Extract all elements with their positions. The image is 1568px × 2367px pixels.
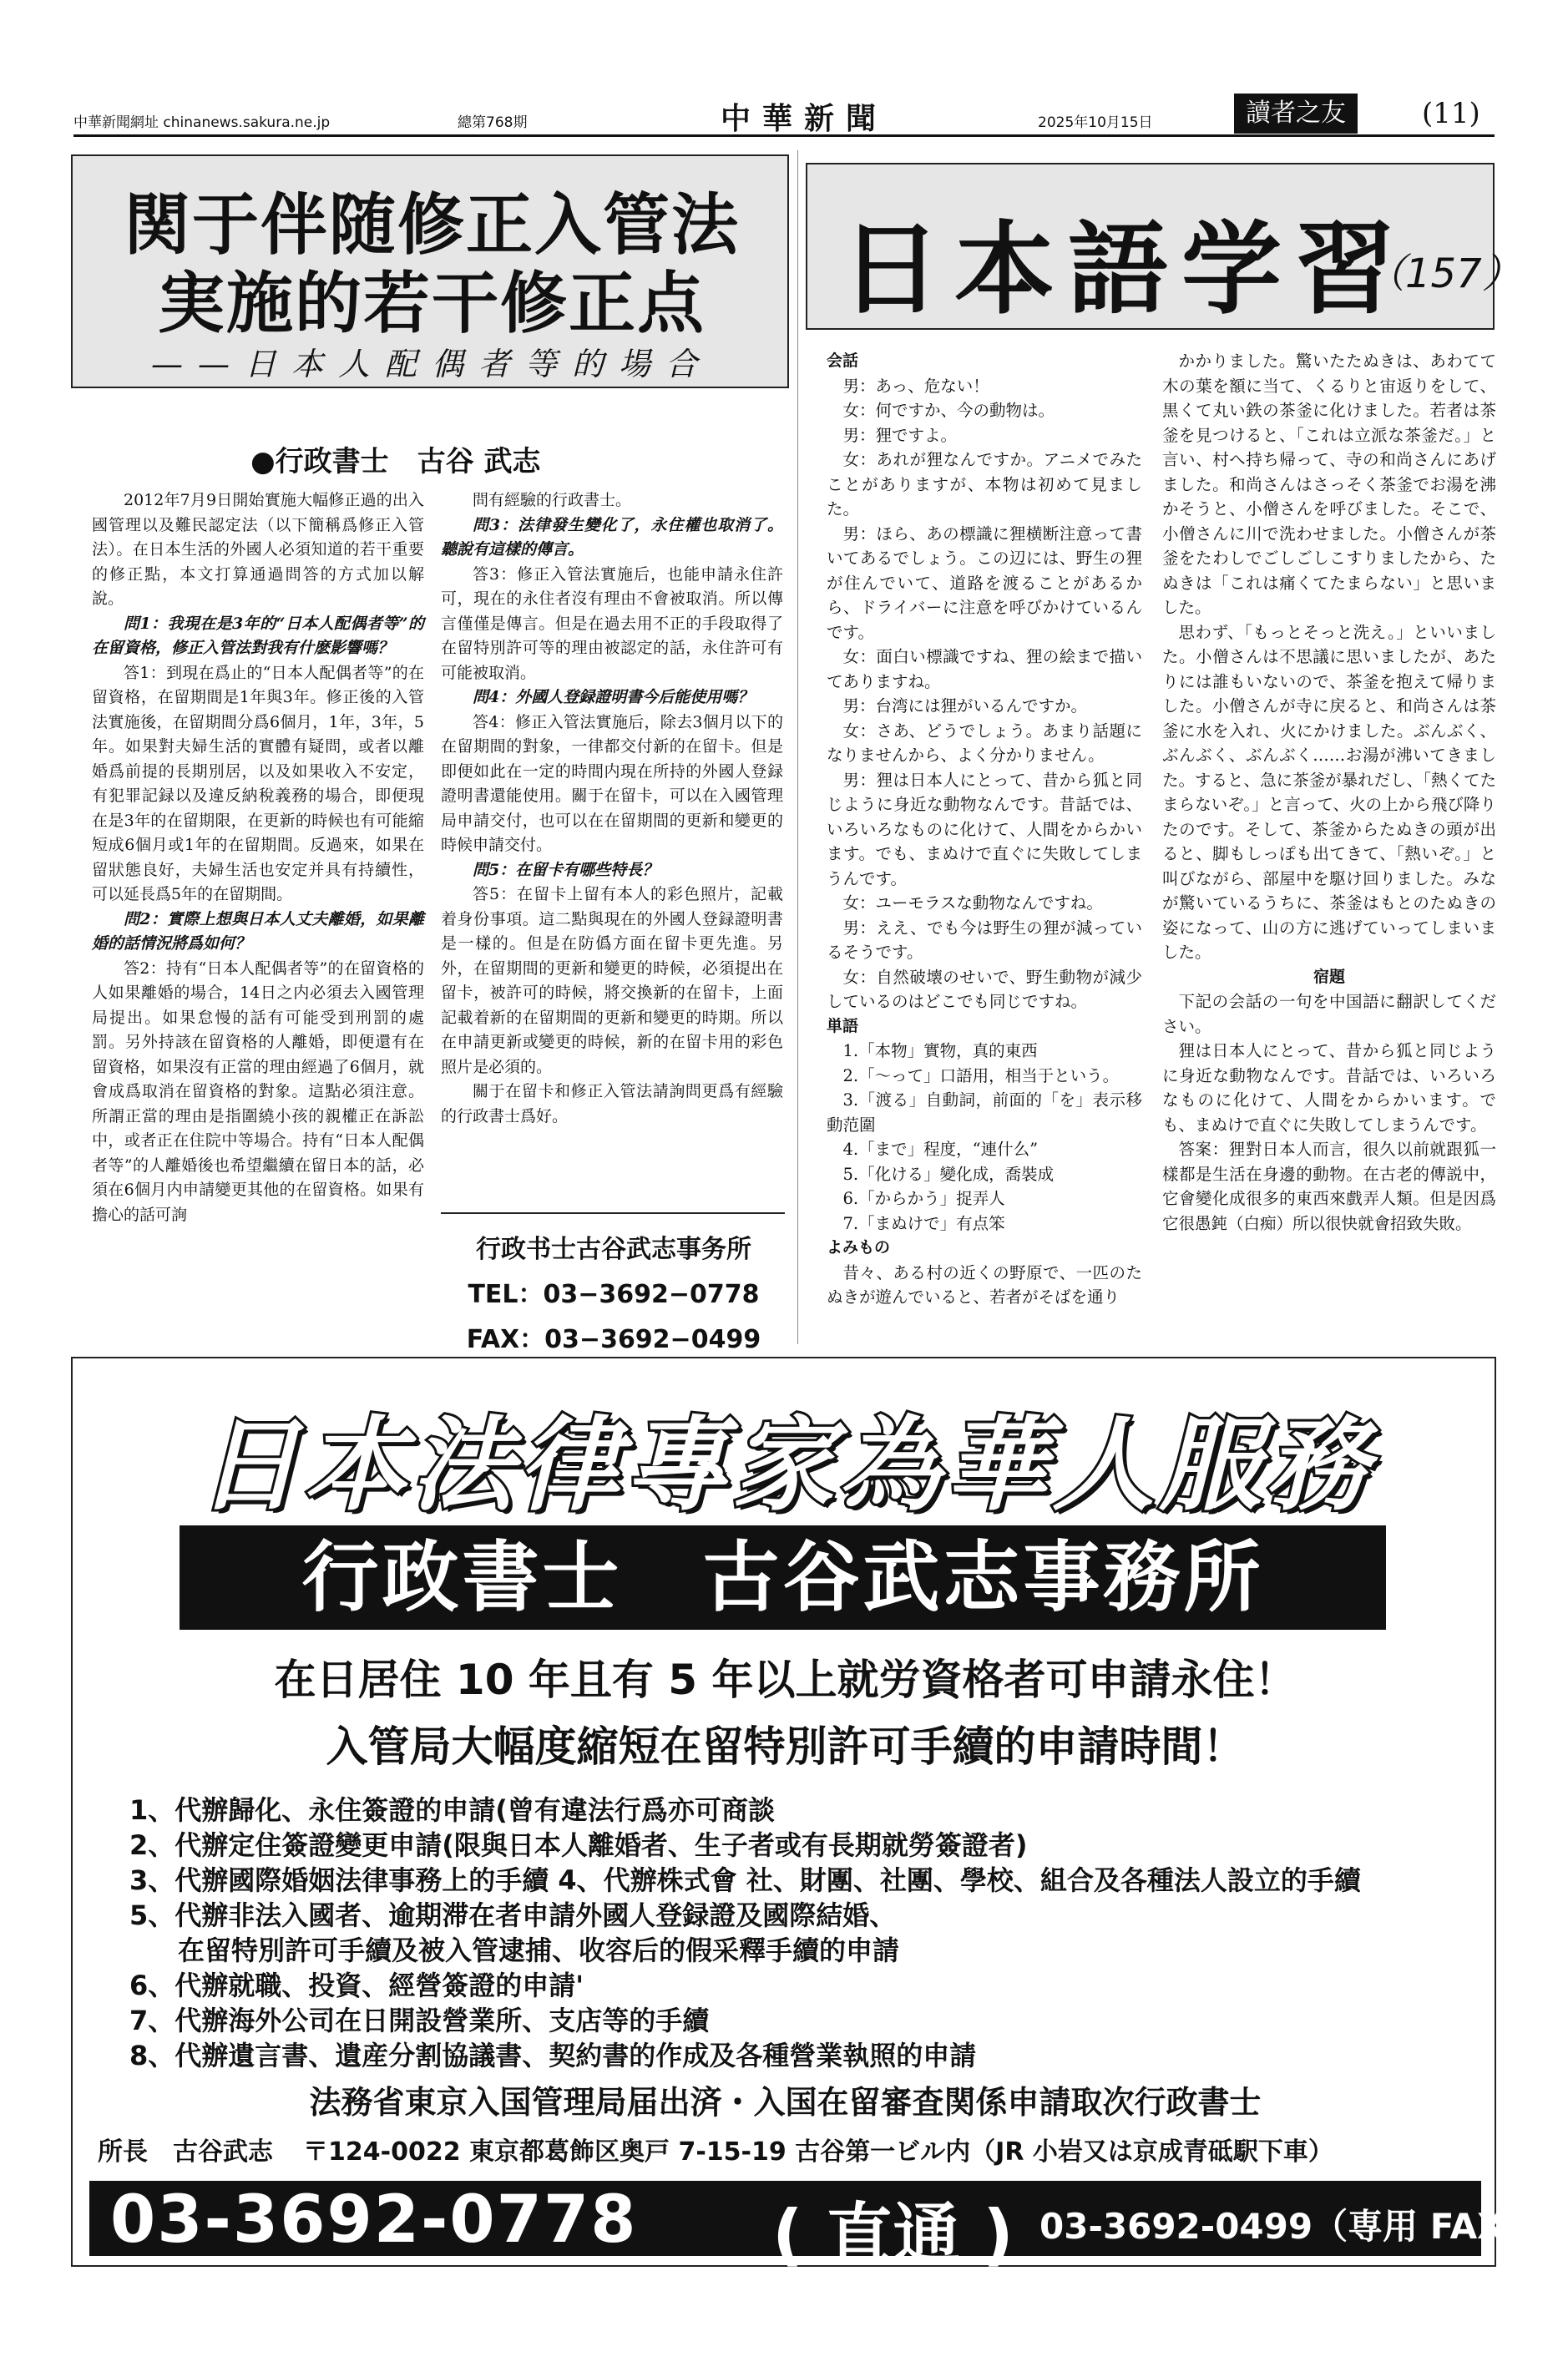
right-col1-paragraph: 7.「まぬけで」有点笨 (842, 1213, 1005, 1233)
left-article-subtitle: ——日本人配偶者等的場合 (150, 346, 712, 382)
ad-headline-1: 在日居住 10 年且有 5 年以上就労資格者可申請永住！ (274, 1656, 1297, 1704)
right-col1-paragraph: 男：台湾には狸がいるんですか。 (842, 696, 1088, 716)
left-col2-paragraph: 關于在留卡和修正入管法請詢問更爲有經驗的行政書士爲好。 (441, 1082, 783, 1125)
left-article-headline-box (71, 154, 789, 388)
issue-number: 總第768期 (458, 114, 528, 131)
left-col1-paragraph: 答1：到現在爲止的“日本人配偶者等”的在留資格，在留期間是1年與3年。修正後的入管法實施後，在留期間分爲6個月，1年，3年，5年。如果對夫婦生活的實體有疑問，或者以離婚爲前提的長期別居，以及如果收入不安定，有犯罪記録以及違反納稅義務的場合，即便現在是3年的在留期限，在更新的時候也有可能縮短成6個月或1年的在留期間。反過來，如果在留狀態良好，夫婦生活也安定并具有持續性，可以延長爲5年的在留期間。 (92, 663, 424, 903)
right-col2-paragraph: かかりました。驚いたたぬきは、あわてて木の葉を額に当て、くるりと宙返りをして、黒くて丸い鉄の茶釜に化けました。若者は茶釜を見つけると、「これは立派な茶釜だ。」と言い、村へ持ち帰って、寺の和尚さんにあげました。和尚さんはさっそく茶釜でお湯を沸かそうと、小僧さんを呼びました。そこで、小僧さんに川で洗わせました。小僧さんが茶釜をたわしでごしごしこすりましたから、たぬきは「これは痛くてたまらない」と思いました。 (1162, 352, 1496, 617)
right-col1-paragraph: 2.「〜って」口語用，相当于という。 (842, 1065, 1120, 1085)
ad-fax-number: 03-3692-0499（専用 FAX） (1039, 2206, 1540, 2247)
left-col2-paragraph: 問有經驗的行政書士。 (473, 491, 632, 509)
right-col1-paragraph: 女：自然破壊のせいで、野生動物が減少しているのはどこでも同じですね。 (827, 967, 1142, 1011)
ad-service-item: 3、代辦國際婚姻法律事務上的手續 4、代辦株式會 社、財團、社團、學校、組合及各種法人設立的手續 (129, 1864, 1361, 1896)
left-col2-question: 問5：在留卡有哪些特長？ (473, 860, 659, 879)
right-col1-paragraph: 男：狸は日本人にとって、昔から狐と同じように身近な動物なんです。昔話では、いろいろなものに化けて、人間をからかいます。でも、まぬけで直ぐに失敗してしまうんです。 (827, 770, 1142, 888)
right-col2-paragraph: 狸は日本人にとって、昔から狐と同じように身近な動物なんです。昔話では、いろいろなものに化けて、人間をからかいます。でも、まぬけで直ぐに失敗してしまうんです。 (1162, 1041, 1496, 1135)
left-col2-question: 問3：法律發生變化了，永住權也取消了。聽說有這樣的傳言。 (441, 515, 783, 559)
ad-headline-2: 入管局大幅度縮短在留特別許可手續的申請時間！ (326, 1722, 1245, 1771)
right-col1-paragraph: 女：面白い標識ですね、狸の絵まで描いてありますね。 (827, 647, 1142, 691)
ad-direct-label: ( 直通 ) (772, 2196, 1014, 2273)
right-col1-paragraph: 5.「化ける」變化成，喬裝成 (842, 1164, 1055, 1184)
right-col1-paragraph: 男：ええ、でも今は野生の狸が減っているそうです。 (827, 918, 1142, 962)
ad-service-item: 6、代辦就職、投資、經營簽證的申請' (129, 1970, 584, 2001)
right-col2-paragraph: 下記の会話の一句を中国語に翻訳してください。 (1162, 992, 1496, 1036)
left-article-title-line2: 実施的若干修正点 (158, 265, 706, 342)
ad-director: 所長 古谷武志 (98, 2137, 273, 2167)
page-header (73, 90, 1495, 137)
right-col1-paragraph: 男：ほら、あの標識に狸横断注意って書いてあるでしょう。この辺には、野生の狸が住んでいて、道路を渡ることがあるから、ドライバーに注意を呼びかけているんです。 (827, 523, 1142, 642)
ad-service-item: 在留特別許可手續及被入管逮捕、收容后的假采釋手續的申請 (178, 1935, 900, 1966)
ad-title: 日本法律專家為華人服務 (197, 1406, 1373, 1525)
right-col1-paragraph: 6.「からかう」捉弄人 (842, 1189, 1005, 1208)
left-col2-question: 問4：外國人登録證明書今后能使用嗎？ (473, 688, 754, 706)
right-article-column-1 (827, 349, 1142, 1310)
right-col1-label: 会話 (827, 352, 859, 370)
ad-office-name-bar: 行政書士 古谷武志事務所 (180, 1525, 1386, 1630)
issue-date: 2025年10月15日 (1038, 114, 1153, 131)
ad-phone-bar (89, 2181, 1540, 2273)
ad-address-line (98, 2131, 1475, 2167)
right-article-title: 日本語学習 (841, 212, 1409, 328)
left-col1-question: 問2：實際上想與日本人丈夫離婚，如果離婚的話情況將爲如何？ (92, 909, 424, 953)
left-col1-question: 問1：我現在是3年的“日本人配偶者等”的在留資格，修正入管法對我有什麽影響嗎？ (92, 614, 424, 657)
left-article-byline: ●行政書士 古谷 武志 (250, 445, 541, 478)
site-url: 中華新聞網址 chinanews.sakura.ne.jp (73, 114, 331, 131)
ad-address: 〒124-0022 東京都葛飾区奥戸 7-15-19 古谷第一ビル内（JR 小岩又は京成青砥駅下車） (303, 2137, 1333, 2167)
right-col1-paragraph: 1.「本物」實物，真的東西 (842, 1041, 1038, 1060)
right-article-headline-box (806, 163, 1522, 330)
left-col2-paragraph: 答3：修正入管法實施后，也能申請永住許可，現在的永住者沒有理由不會被取消。所以傳言僅僅是傳言。但是在過去用不正的手段取得了在留特別許可等的理由被認定的話，永住許可有可能被取消。 (441, 564, 783, 682)
section-badge: 讀者之友 (1234, 94, 1358, 134)
column-divider (797, 150, 798, 1344)
right-col2-paragraph: 答案：狸對日本人而言，很久以前就跟狐一樣都是生活在身邊的動物。在古老的傳説中，它會變化成很多的東西來戲弄人類。但是因爲它很愚鈍（白痴）所以很快就會招致失敗。 (1162, 1140, 1496, 1233)
right-col1-paragraph: 女：何ですか、今の動物は。 (842, 401, 1055, 420)
ad-service-item: 2、代辦定住簽證變更申請(限與日本人離婚者、生子者或有長期就勞簽證者) (129, 1829, 1028, 1861)
right-col2-paragraph: 思わず、「もっとそっと洗え。」といいました。小僧さんは不思議に思いましたが、あたりには誰もいないので、茶釜を抱えて帰りました。小僧さんが寺に戻ると、和尚さんは茶釜に水を入れ、火にかけました。ぶんぶく、ぶんぶく、ぶんぶく……お湯が沸いてきました。すると、急に茶釜が暴れだし、「熱くてたまらないぞ。」と言って、火の上から飛び降りたのです。そして、茶釜からたぬきの頭が出ると、脚もしっぽも出てきて、「熱いぞ。」と叫びながら、部屋中を駆け回りました。みなが驚いているうちに、茶釜はもとのたぬきの姿になって、山の方に逃げていってしまいました。 (1162, 622, 1496, 962)
right-col1-paragraph: 男：狸ですよ。 (842, 425, 958, 445)
ad-services-list (129, 1793, 1465, 2073)
left-col2-paragraph: 答5：在留卡上留有本人的彩色照片，記載着身份事項。這二點與現在的外國人登録證明書是一樣的。但是在防僞方面在留卡更先進。另外，在留期間的更新和變更的時候，必須提出在留卡，被許可的時候，將交換新的在留卡，上面記載着新的在留期間的更新和變更的時期。所以在申請更新或變更的時候，新的在留卡用的彩色照片是必須的。 (441, 885, 783, 1076)
left-col1-paragraph: 答2：持有“日本人配偶者等”的在留資格的人如果離婚的場合，14日之内必須去入國管理局提出。如果怠慢的話有可能受到刑罰的處罰。另外持該在留資格的人離婚，即便還有在留資格，如果沒有正當的理由經過了6個月，就會成爲取消在留資格的對象。這點必須注意。所謂正當的理由是指圍繞小孩的親權正在訴訟中，或者正在住院中等場合。持有“日本人配偶者等”的人離婚後也希望繼續在留日本的話，必須在6個月内申請變更其他的在留資格。如果有擔心的話可詢 (92, 958, 424, 1224)
law-office-advertisement (71, 1357, 1540, 2273)
right-col1-paragraph: 女：さあ、どうでしょう。あまり話題になりませんから、よく分かりません。 (827, 721, 1142, 765)
ad-service-item: 8、代辦遺言書、遺産分割協議書、契約書的作成及各種營業執照的申請 (129, 2040, 977, 2071)
left-article-title-line1: 関于伴随修正入管法 (124, 186, 740, 264)
right-col1-paragraph: 3.「渡る」自動詞，前面的「を」表示移動范圍 (827, 1090, 1142, 1135)
ad-tel-number: 03-3692-0778 (110, 2182, 638, 2258)
contact-fax: FAX：03−3692−0499 (466, 1325, 761, 1354)
left-article-column-2 (441, 488, 783, 1129)
ad-service-item: 7、代辦海外公司在日開設營業所、支店等的手續 (129, 2005, 710, 2036)
ad-service-item: 5、代辦非法入國者、逾期滞在者申請外國人登録證及國際結婚、 (129, 1899, 897, 1931)
right-article-column-2 (1162, 349, 1496, 1236)
page-number: (11) (1422, 97, 1480, 130)
contact-office: 行政书士古谷武志事务所 (476, 1235, 751, 1264)
right-article-number: （157） (1365, 250, 1522, 297)
left-col2-paragraph: 答4：修正入管法實施后，除去3個月以下的在留期間的對象，一律都交付新的在留卡。但是即便如此在一定的時間内現在所持的外國人登録證明書還能使用。關于在留卡，可以在入國管理局申請交付，也可以在在留期間的更新和變更的時候申請交付。 (441, 712, 783, 854)
right-col1-paragraph: 昔々、ある村の近くの野原で、一匹のたぬきが遊んでいると、若者がそばを通り (827, 1262, 1142, 1307)
ad-service-item: 1、代辦歸化、永住簽證的申請(曾有違法行爲亦可商談 (129, 1794, 775, 1826)
left-col1-paragraph: 2012年7月9日開始實施大幅修正過的出入國管理以及難民認定法（以下簡稱爲修正入管法）。在日本生活的外國人必須知道的若干重要的修正點，本文打算通過問答的方式加以解說。 (92, 491, 424, 608)
newspaper-name: 中華新聞 (721, 101, 888, 136)
right-col1-paragraph: 女：ユーモラスな動物なんですね。 (842, 893, 1103, 913)
ad-ministry-line: 法務省東京入国管理局届出済・入国在留審査関係申請取次行政書士 (309, 2084, 1262, 2121)
right-col1-paragraph: 4.「まで」程度，“連什么” (842, 1140, 1039, 1159)
right-col1-paragraph: 男：あっ、危ない！ (842, 376, 989, 396)
left-article-column-1 (92, 488, 424, 1227)
right-col2-label: 宿題 (1313, 967, 1345, 986)
right-col1-label: 単語 (827, 1016, 859, 1035)
left-article-contact (443, 1227, 785, 1363)
contact-divider (441, 1212, 785, 1214)
contact-tel: TEL：03−3692−0778 (468, 1280, 760, 1309)
right-col1-label: よみもの (827, 1238, 891, 1257)
right-col1-paragraph: 女：あれが狸なんですか。アニメでみたことがありますが、本物は初めて見ました。 (827, 450, 1142, 518)
